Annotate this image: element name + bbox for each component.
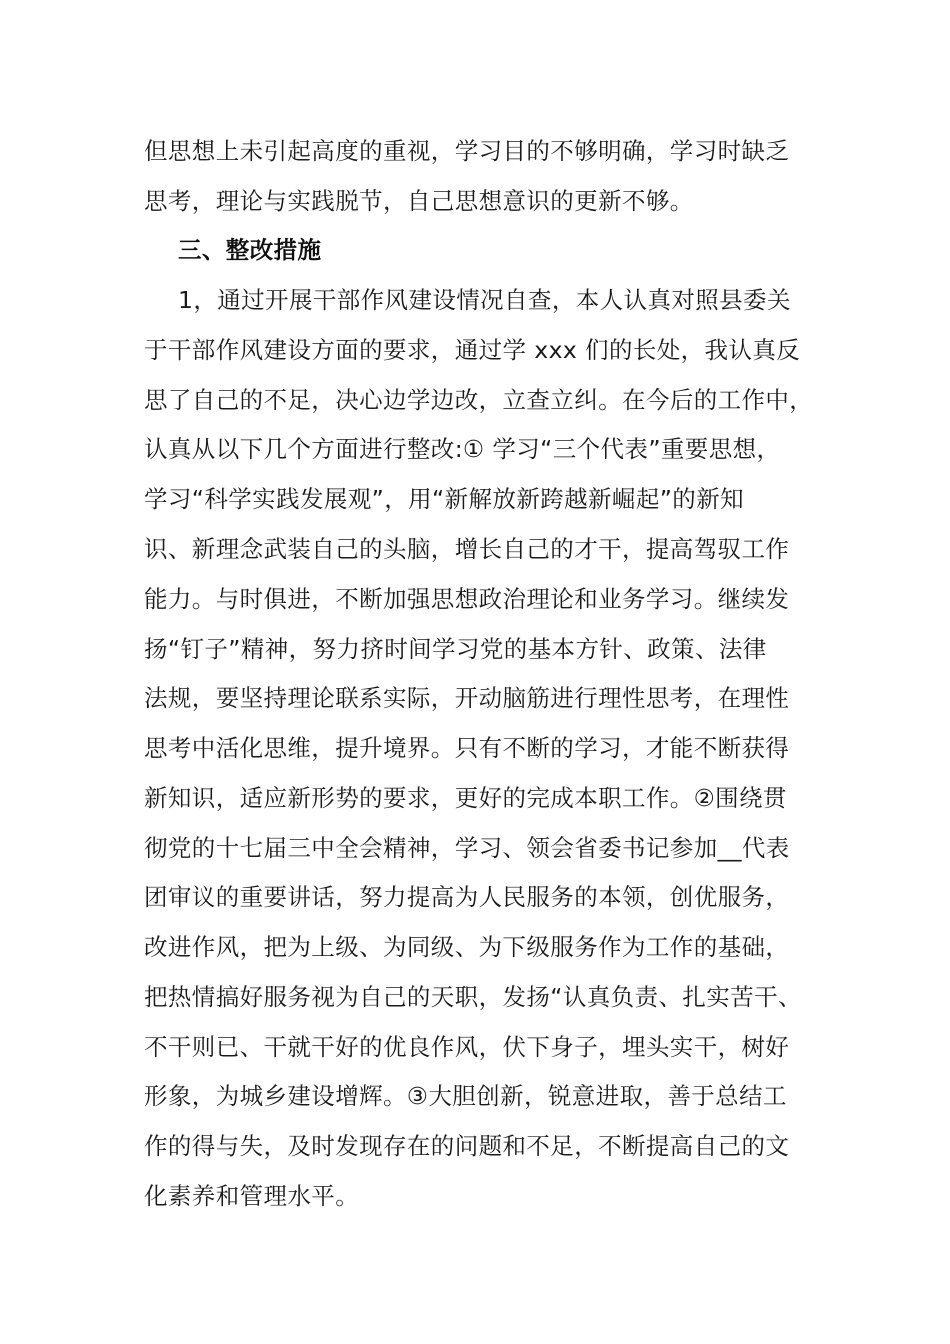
paragraph-line-17: 形象，为城乡建设增辉。③大胆创新，锐意进取，善于总结工 xyxy=(144,1082,787,1110)
paragraph-line-6: 识、新理念武装自己的头脑，增长自己的才干，提高驾驭工作 xyxy=(144,535,790,563)
paragraph-line-12: 彻党的十七届三中全会精神，学习、领会省委书记参加__代表 xyxy=(144,834,790,862)
paragraph-line-8: 扬“钉子”精神，努力挤时间学习党的基本方针、政策、法律 xyxy=(144,635,767,663)
paragraph-line-4: 认真从以下几个方面进行整改:① 学习“三个代表”重要思想， xyxy=(144,435,781,463)
paragraph-line-14: 改进作风，把为上级、为同级、为下级服务作为工作的基础， xyxy=(144,933,790,961)
paragraph-line-15: 把热情搞好服务视为自己的天职，发扬“认真负责、扎实苦干、 xyxy=(144,983,802,1011)
paragraph-line-1: 1，通过开展干部作风建设情况自查，本人认真对照县委关 xyxy=(178,286,791,314)
paragraph-line-18: 作的得与失，及时发现存在的问题和不足，不断提高自己的文 xyxy=(144,1132,790,1160)
paragraph-line-11: 新知识，适应新形势的要求，更好的完成本职工作。②围绕贯 xyxy=(144,784,787,812)
continuation-line-1: 但思想上未引起高度的重视，学习目的不够明确，学习时缺乏 xyxy=(144,137,790,165)
continuation-line-2: 思考，理论与实践脱节，自己思想意识的更新不够。 xyxy=(144,187,694,215)
paragraph-line-13: 团审议的重要讲话，努力提高为人民服务的本领，创优服务， xyxy=(144,883,790,911)
paragraph-line-19: 化素养和管理水平。 xyxy=(144,1182,360,1210)
paragraph-line-9: 法规，要坚持理论联系实际，开动脑筋进行理性思考，在理性 xyxy=(144,684,790,712)
paragraph-line-16: 不干则已、干就干好的优良作风，伏下身子，埋头实干，树好 xyxy=(144,1033,790,1061)
paragraph-line-2: 于干部作风建设方面的要求，通过学 xxx 们的长处，我认真反 xyxy=(144,336,801,364)
paragraph-line-7: 能力。与时俱进，不断加强思想政治理论和业务学习。继续发 xyxy=(144,585,790,613)
paragraph-line-5: 学习“科学实践发展观”，用“新解放新跨越新崛起”的新知 xyxy=(144,485,744,513)
section-heading: 三、整改措施 xyxy=(178,236,322,264)
paragraph-line-3: 思了自己的不足，决心边学边改，立查立纠。在今后的工作中， xyxy=(144,386,814,414)
paragraph-line-10: 思考中活化思维，提升境界。只有不断的学习，才能不断获得 xyxy=(144,734,790,762)
